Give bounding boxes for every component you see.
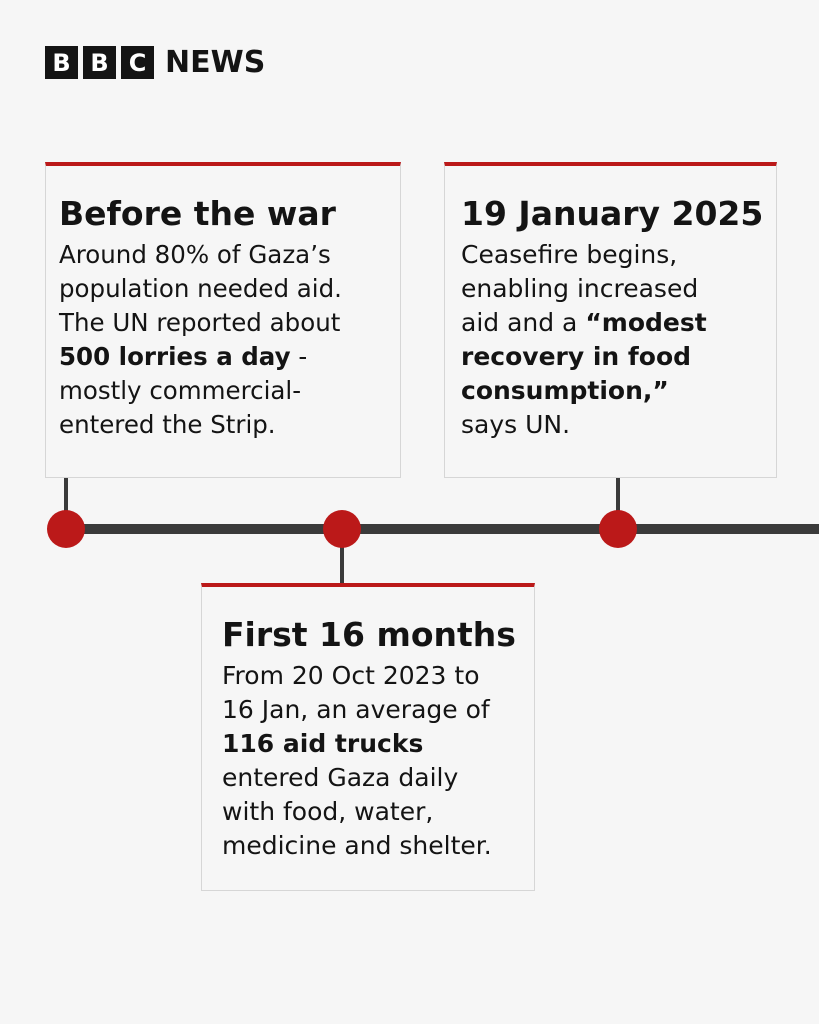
highlight-text: 116 aid trucks — [222, 729, 424, 758]
description-text: says UN. — [461, 410, 571, 439]
description-line — [222, 727, 534, 761]
description-line — [59, 408, 400, 442]
description-text: entered the Strip. — [59, 410, 276, 439]
description-line — [222, 659, 534, 693]
event-title: 19 January 2025 — [461, 194, 764, 233]
description-text: population needed aid. — [59, 274, 342, 303]
description-line — [59, 374, 400, 408]
description-text: - — [290, 342, 308, 371]
highlight-text: “modest — [585, 308, 707, 337]
description-line — [59, 340, 400, 374]
logo-news-text: NEWS — [165, 45, 266, 80]
description-line — [59, 238, 400, 272]
description-line — [461, 408, 776, 442]
event-card-before-war — [45, 162, 401, 478]
logo-block-b2: B — [83, 46, 116, 79]
description-line — [461, 238, 776, 272]
timeline-dot-first-16-months — [323, 510, 361, 548]
description-line — [461, 374, 776, 408]
description-text: Around 80% of Gaza’s — [59, 240, 331, 269]
description-text: mostly commercial- — [59, 376, 302, 405]
timeline-dot-19-january-2025 — [599, 510, 637, 548]
description-line — [461, 272, 776, 306]
description-text: From 20 Oct 2023 to — [222, 661, 480, 690]
description-text: medicine and shelter. — [222, 831, 492, 860]
description-line — [461, 340, 776, 374]
event-card-19-january-2025 — [444, 162, 777, 478]
description-text: entered Gaza daily — [222, 763, 459, 792]
description-line — [59, 272, 400, 306]
logo-block-b1: B — [45, 46, 78, 79]
event-description — [461, 238, 776, 442]
highlight-text: 500 lorries a day — [59, 342, 291, 371]
event-title: Before the war — [59, 194, 336, 233]
timeline-dot-before-war — [47, 510, 85, 548]
description-text: aid and a — [461, 308, 586, 337]
event-card-first-16-months — [201, 583, 535, 891]
event-description — [59, 238, 400, 442]
event-title: First 16 months — [222, 615, 516, 654]
highlight-text: recovery in food — [461, 342, 692, 371]
description-line — [222, 693, 534, 727]
description-line — [222, 795, 534, 829]
highlight-text: consumption,” — [461, 376, 669, 405]
event-description — [222, 659, 534, 863]
logo-block-c: C — [121, 46, 154, 79]
description-text: enabling increased — [461, 274, 699, 303]
description-text: The UN reported about — [59, 308, 341, 337]
description-text: 16 Jan, an average of — [222, 695, 490, 724]
description-line — [59, 306, 400, 340]
description-text: with food, water, — [222, 797, 434, 826]
description-text: Ceasefire begins, — [461, 240, 678, 269]
description-line — [222, 829, 534, 863]
description-line — [461, 306, 776, 340]
description-line — [222, 761, 534, 795]
